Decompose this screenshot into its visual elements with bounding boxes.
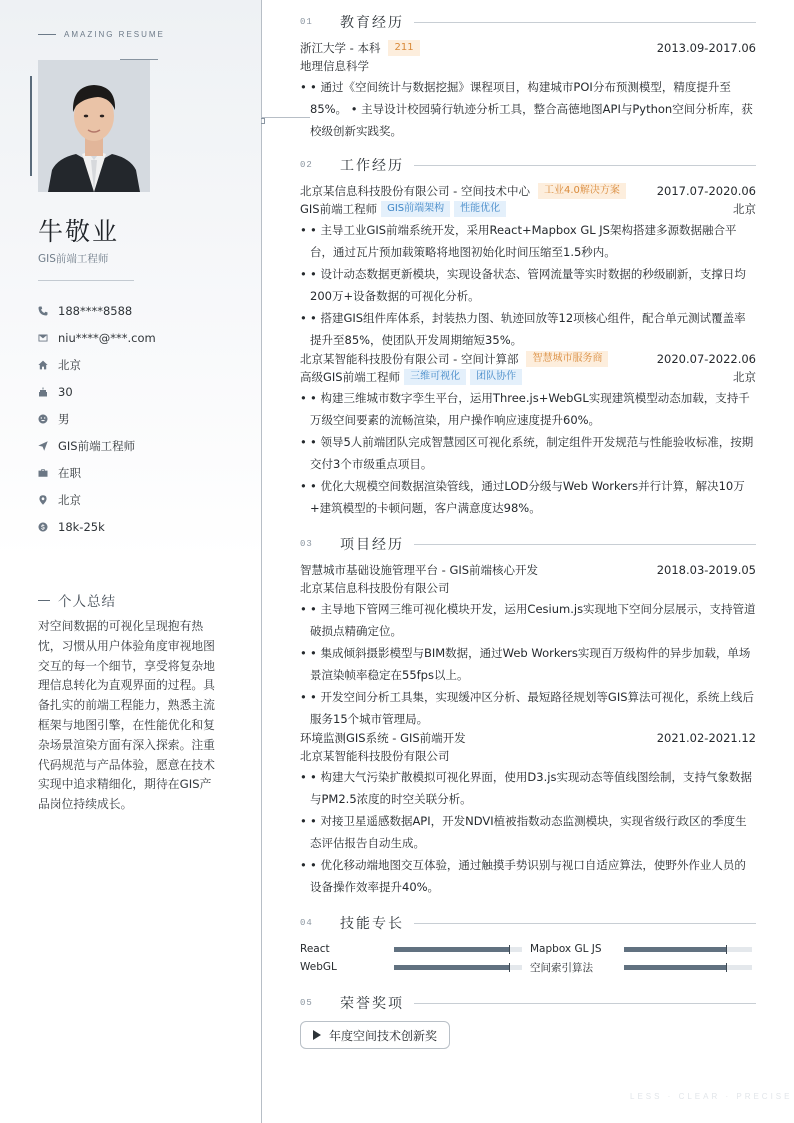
project-entry-1: [300, 562, 756, 730]
section-number: 04: [300, 918, 313, 928]
briefcase-icon: [38, 468, 58, 478]
list-item: • • 构建三维城市数字孪生平台，运用Three.js+WebGL实现建筑模型动态加载，支持千万级空间要素的流畅渲染，用户操作响应速度提升60%。: [300, 387, 756, 431]
company-tag: 智慧城市服务商: [526, 351, 608, 367]
info-job-target: [38, 432, 238, 459]
education-date: 2013.09-2017.06: [656, 41, 756, 55]
project-name: 环境监测GIS系统 - GIS前端开发: [300, 731, 466, 745]
award-item[interactable]: [300, 1021, 450, 1049]
skills-grid: [300, 942, 756, 974]
info-email: [38, 324, 238, 351]
home-icon: [38, 360, 58, 370]
play-icon: [313, 1030, 321, 1040]
work-city: 北京: [733, 202, 756, 216]
section-title: 工作经历: [340, 158, 404, 174]
section-title: 项目经历: [340, 537, 404, 553]
work-date: 2017.07-2020.06: [656, 184, 756, 198]
city-text: 北京: [58, 492, 81, 507]
work-city: 北京: [733, 370, 756, 384]
school-name: 浙江大学 - 本科: [300, 41, 381, 55]
project-bullets: [300, 766, 756, 898]
contact-info-list: [38, 297, 238, 540]
section-work-header: [300, 155, 756, 175]
portrait-image: [38, 60, 150, 192]
section-rule: [414, 22, 756, 23]
person-title: GIS前端工程师: [38, 253, 109, 265]
section-title: 荣誉奖项: [340, 996, 404, 1012]
list-item: • • 搭建GIS组件库体系，封装热力图、轨迹回放等12项核心组件，配合单元测试覆盖率提升至85%，使团队开发周期缩短35%。: [300, 307, 756, 351]
section-awards-header: [300, 993, 756, 1013]
section-rule: [414, 1003, 756, 1004]
skill-bar: [624, 947, 752, 952]
education-bullets: [300, 76, 756, 142]
work-bullets: [300, 387, 756, 519]
skill-item: [300, 960, 530, 974]
section-rule: [414, 923, 756, 924]
decorative-bracket: [261, 118, 265, 124]
job-role: 高级GIS前端工程师: [300, 370, 401, 384]
list-item: • • 构建大气污染扩散模拟可视化界面，使用D3.js实现动态等值线图绘制，支持气象数据与PM2.5浓度的时空关联分析。: [300, 766, 756, 810]
info-status: [38, 459, 238, 486]
work-entry-2: [300, 351, 756, 519]
skill-marker: [509, 945, 510, 954]
skill-marker: [726, 945, 727, 954]
role-tag: GIS前端架构: [381, 201, 450, 217]
list-item: • • 领导5人前端团队完成智慧园区可视化系统，制定组件开发规范与性能验收标准，按期交付3个市级重点项目。: [300, 431, 756, 475]
skill-fill: [624, 965, 726, 970]
section-number: 02: [300, 160, 313, 170]
phone-icon: [38, 306, 58, 316]
project-date: 2018.03-2019.05: [656, 563, 756, 577]
skill-fill: [394, 947, 509, 952]
person-name: 牛敬业: [38, 217, 120, 246]
award-label: 年度空间技术创新奖: [329, 1028, 438, 1043]
photo-accent-bar: [30, 76, 32, 176]
major: 地理信息科学: [300, 59, 369, 73]
info-location: [38, 351, 238, 378]
cake-icon: [38, 387, 58, 397]
info-age: [38, 378, 238, 405]
smile-icon: [38, 414, 58, 424]
list-item: • • 主导工业GIS前端系统开发，采用React+Mapbox GL JS架构搭建多源数据融合平台，通过瓦片预加载策略将地图初始化时间压缩至1.5秒内。: [300, 219, 756, 263]
role-tag: 性能优化: [454, 201, 506, 217]
skill-item: [300, 942, 530, 956]
gender-text: 男: [58, 411, 70, 426]
send-icon: [38, 441, 58, 451]
work-bullets: [300, 219, 756, 351]
company-name: 北京某信息科技股份有限公司 - 空间技术中心: [300, 184, 530, 198]
list-item: • • 主导地下管网三维可视化模块开发，运用Cesium.js实现地下空间分层展示，支持管道破损点精确定位。: [300, 598, 756, 642]
skill-name: Mapbox GL JS: [530, 943, 602, 955]
brand-label: AMAZING RESUME: [38, 30, 165, 39]
section-title: 教育经历: [340, 15, 404, 31]
section-rule: [414, 544, 756, 545]
list-item: • • 通过《空间统计与数据挖掘》课程项目，构建城市POI分布预测模型，精度提升至85%。 • 主导设计校园骑行轨迹分析工具，整合高德地图API与Python空间分析库，获校级创新实践奖。: [300, 76, 756, 142]
skill-bar: [394, 965, 522, 970]
skill-name: React: [300, 943, 330, 955]
section-number: 05: [300, 998, 313, 1008]
list-item: • • 对接卫星遥感数据API，开发NDVI植被指数动态监测模块，实现省级行政区的季度生态评估报告自动生成。: [300, 810, 756, 854]
status-text: 在职: [58, 465, 81, 480]
location-text: 北京: [58, 357, 81, 372]
list-item: • • 设计动态数据更新模块，实现设备状态、管网流量等实时数据的秒级刷新，支撑日均200万+设备数据的可视化分析。: [300, 263, 756, 307]
skill-bar: [624, 965, 752, 970]
work-entry-1: [300, 183, 756, 351]
divider: [38, 280, 134, 281]
project-entry-2: [300, 730, 756, 898]
skill-bar: [394, 947, 522, 952]
job-role: GIS前端工程师: [300, 202, 378, 216]
mail-icon: [38, 333, 58, 343]
salary-text: 18k-25k: [58, 519, 105, 534]
job-target-text: GIS前端工程师: [58, 438, 136, 453]
section-number: 03: [300, 539, 313, 549]
skill-marker: [509, 963, 510, 972]
project-company: 北京某信息科技股份有限公司: [300, 581, 450, 595]
project-date: 2021.02-2021.12: [656, 731, 756, 745]
company-tag: 工业4.0解决方案: [538, 183, 626, 199]
footer-watermark: LESS · CLEAR · PRECISE: [630, 1092, 793, 1101]
email-text: niu****@***.com: [58, 330, 156, 345]
section-projects-header: [300, 534, 756, 554]
info-city: [38, 486, 238, 513]
company-name: 北京某智能科技股份有限公司 - 空间计算部: [300, 352, 519, 366]
skill-marker: [726, 963, 727, 972]
work-date: 2020.07-2022.06: [656, 352, 756, 366]
school-tag: 211: [388, 40, 419, 56]
location-pin-icon: [38, 495, 58, 505]
list-item: • • 优化移动端地图交互体验，通过触摸手势识别与视口自适应算法，使野外作业人员的设备操作效率提升40%。: [300, 854, 756, 898]
role-tag: 三维可视化: [404, 369, 466, 385]
list-item: • • 优化大规模空间数据渲染管线，通过LOD分级与Web Workers并行计算，解决10万+建筑模型的卡顿问题，客户满意度达98%。: [300, 475, 756, 519]
list-item: • • 集成倾斜摄影模型与BIM数据，通过Web Workers实现百万级构件的异步加载，单场景渲染帧率稳定在55fps以上。: [300, 642, 756, 686]
skill-name: WebGL: [300, 961, 337, 973]
section-number: 01: [300, 17, 313, 27]
summary-text: 对空间数据的可视化呈现抱有热忱，习惯从用户体验角度审视地图交互的每一个细节，享受将复杂地理信息转化为直观界面的过程。具备扎实的前端工程能力，熟悉主流框架与地图引擎，在性能优化和复杂场景渲染方面有深入探索。注重代码规范与产品体验，愿意在技术实现中追求精细化，期待在GIS产品岗位持续成长。: [38, 619, 215, 812]
info-salary: [38, 513, 238, 540]
section-skills-header: [300, 913, 756, 933]
skill-fill: [394, 965, 509, 970]
skill-item: [530, 960, 756, 974]
section-rule: [414, 165, 756, 166]
age-text: 30: [58, 384, 73, 399]
avatar: [38, 60, 150, 192]
skill-item: [530, 942, 756, 956]
phone-text: 188****8588: [58, 303, 133, 318]
coin-icon: [38, 522, 58, 532]
project-company: 北京某智能科技股份有限公司: [300, 749, 450, 763]
project-bullets: [300, 598, 756, 730]
section-title: 技能专长: [340, 916, 404, 932]
info-gender: [38, 405, 238, 432]
skill-name: 空间索引算法: [530, 961, 593, 974]
section-education-header: [300, 12, 756, 32]
role-tag: 团队协作: [470, 369, 522, 385]
project-name: 智慧城市基础设施管理平台 - GIS前端核心开发: [300, 563, 539, 577]
education-entry: [300, 40, 756, 142]
skill-fill: [624, 947, 726, 952]
list-item: • • 开发空间分析工具集，实现缓冲区分析、最短路径规划等GIS算法可视化，系统上线后服务15个城市管理局。: [300, 686, 756, 730]
summary-heading: 个人总结: [38, 590, 116, 610]
info-phone: [38, 297, 238, 324]
